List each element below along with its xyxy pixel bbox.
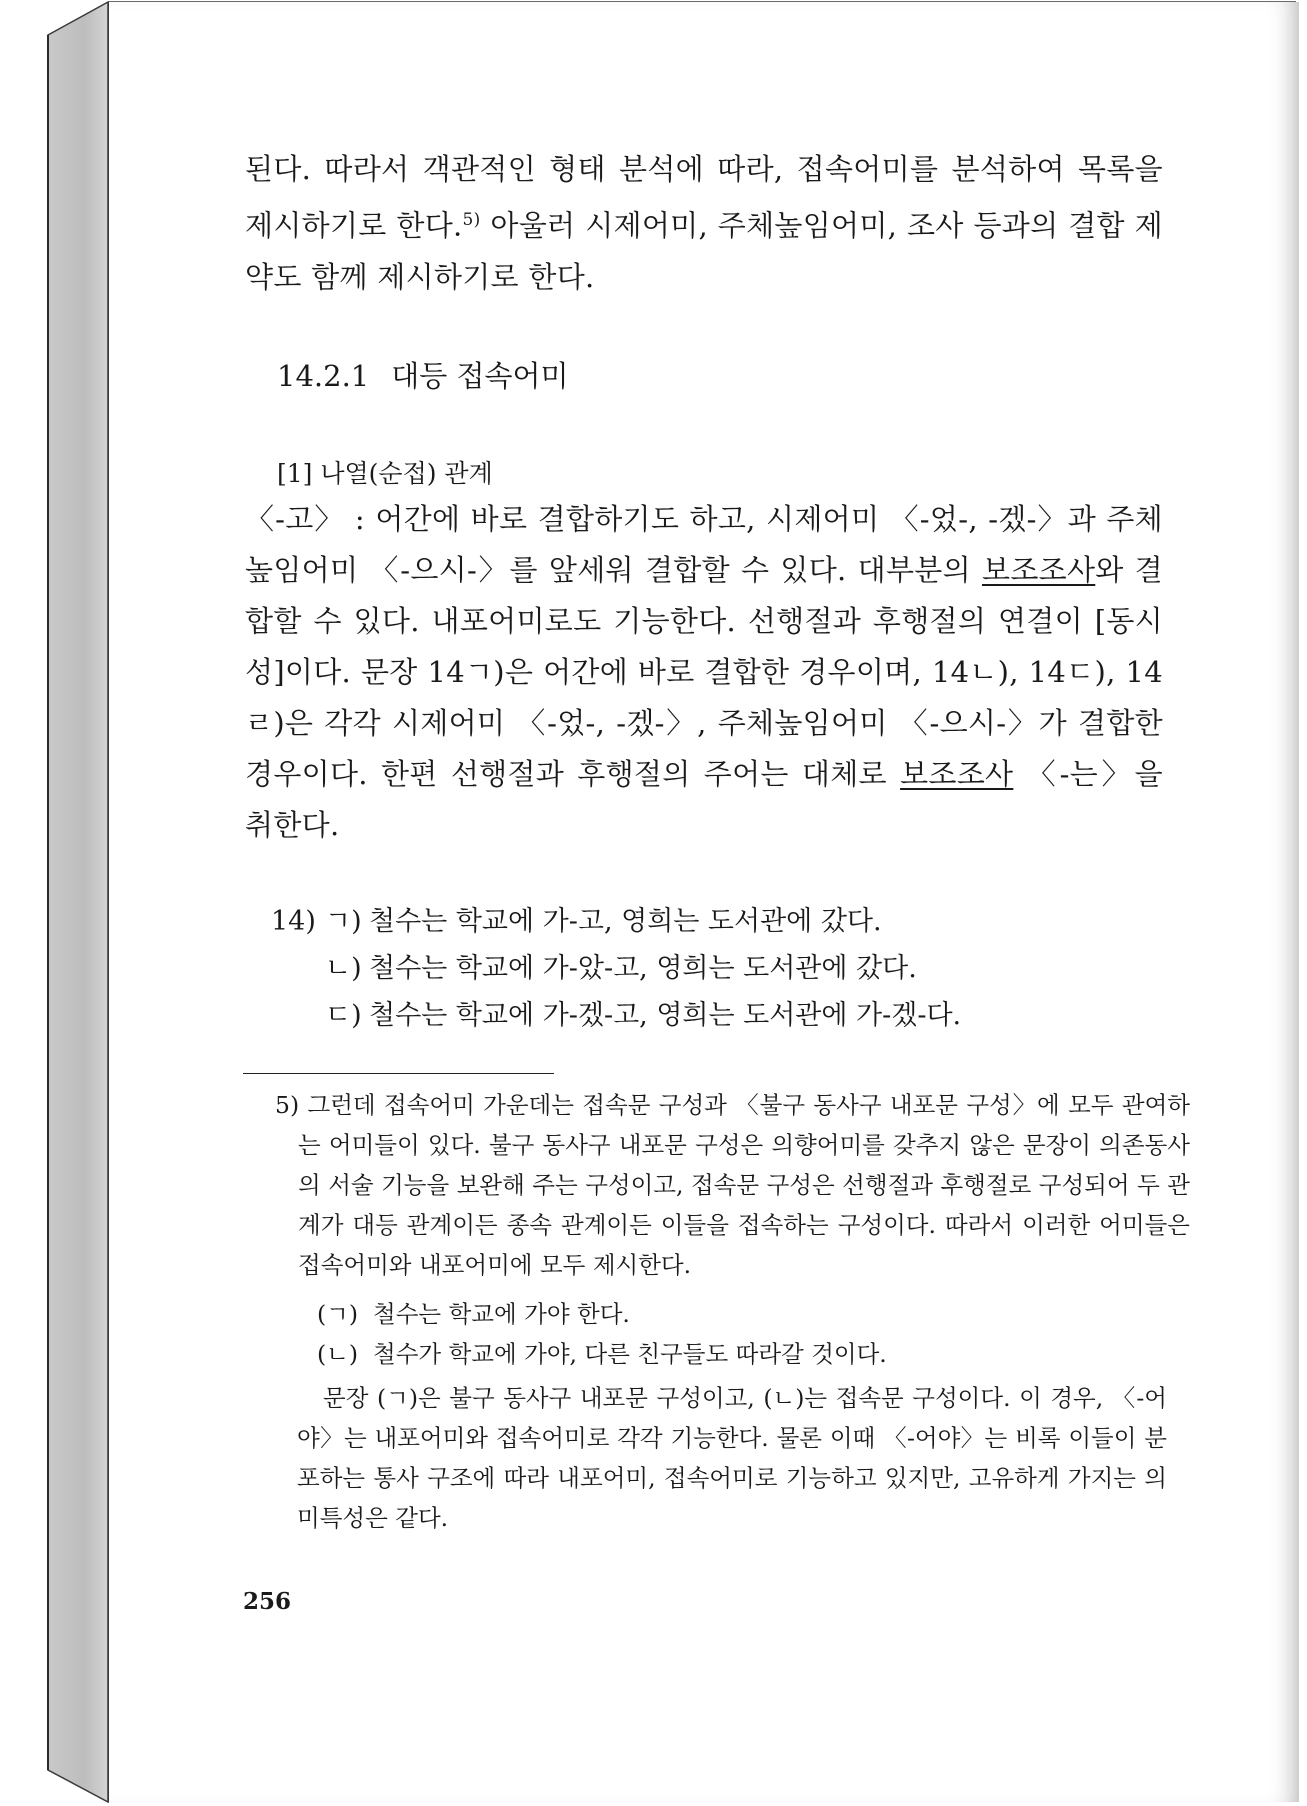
subsection-heading: [1] 나열(순접) 관계 <box>277 459 493 488</box>
footnote-text: 그런데 접속어미 가운데는 접속문 구성과 〈불구 동사구 내포문 구성〉에 모두 관여하는 어미들이 있다. 불구 동사구 내포문 구성은 의향어미를 갖추지 않은 문장이 의존동사의 서술 기능을 보완해 주는 구성이고, 접속문 구성은 선행절과 후행절로 구성되어 두 관계가 대등 관계이든 종속 관계이든 이들을 접속하는 구성이다. 따라서 이러한 어미들은 접속어미와 내포어미에 모두 제시한다. <box>298 1091 1190 1279</box>
example-item <box>271 898 1171 945</box>
intro-paragraph-text: 된다. 따라서 객관적인 형태 분석에 따라, 접속어미를 분석하여 목록을 제시하기로 한다. <box>245 152 1163 243</box>
section-heading <box>277 354 569 395</box>
intro-paragraph <box>245 144 1163 303</box>
example-item <box>271 992 1171 1039</box>
example-marker: ㄱ) <box>325 906 362 937</box>
footnote-marker: 5) <box>275 1091 300 1119</box>
footnote-example-list <box>317 1294 1167 1374</box>
footnote-example-text: 철수는 학교에 가야 한다. <box>373 1300 630 1328</box>
example-list <box>271 898 1171 1039</box>
underlined-term: 보조조사 <box>982 553 1096 587</box>
example-marker: ㄷ) <box>325 1000 362 1031</box>
footnote-reference-5: 5) <box>462 210 481 230</box>
section-number: 14.2.1 <box>277 359 370 393</box>
example-number: 14) <box>271 906 316 937</box>
main-paragraph-text: 〈-고〉 : 어간에 바로 결합하기도 하고, 시제어미 〈-었-, -겠-〉과 주체높임어미 〈-으시-〉를 앞세워 결합할 수 있다. 대부분의 <box>245 502 1163 587</box>
footnote-5 <box>275 1085 1190 1285</box>
footnote-example-marker: (ㄱ) <box>317 1300 359 1328</box>
section-title: 대등 접속어미 <box>391 359 569 393</box>
main-paragraph-text-mid: 와 결합할 수 있다. 내포어미로도 기능한다. 선행절과 후행절의 연결이 [동시성]이다. 문장 14ㄱ)은 어간에 바로 결합한 경우이며, 14ㄴ), 14ㄷ), 14ㄹ)은 각각 시제어미 〈-었-, -겠-〉, 주체높임어미 〈-으시-〉가 결합한 경우이다. 한편 선행절과 후행절의 주어는 대체로 <box>245 553 1163 791</box>
footnote-example-marker: (ㄴ) <box>317 1340 359 1368</box>
page-number: 256 <box>243 1588 292 1615</box>
footnote-example-text: 철수가 학교에 가야, 다른 친구들도 따라갈 것이다. <box>373 1340 887 1368</box>
intro-paragraph-text-rest: 아울러 시제어미, 주체높임어미, 조사 등과의 결합 제약도 함께 제시하기로 한다. <box>245 208 1163 294</box>
example-text: 철수는 학교에 가-고, 영희는 도서관에 갔다. <box>369 906 882 937</box>
footnote-example-item <box>317 1294 1167 1334</box>
example-text: 철수는 학교에 가-겠-고, 영희는 도서관에 가-겠-다. <box>369 1000 962 1031</box>
underlined-term: 보조조사 <box>900 757 1014 791</box>
example-marker: ㄴ) <box>325 953 362 984</box>
main-paragraph <box>245 494 1163 851</box>
book-page <box>108 2 1299 1802</box>
footnote-divider <box>243 1073 554 1074</box>
example-item <box>271 945 1171 992</box>
footnote-example-item <box>317 1334 1167 1374</box>
main-paragraph-text-end: 〈-는〉을 취한다. <box>245 757 1163 842</box>
example-text: 철수는 학교에 가-았-고, 영희는 도서관에 갔다. <box>369 953 917 984</box>
footnote-closing-paragraph: 문장 (ㄱ)은 불구 동사구 내포문 구성이고, (ㄴ)는 접속문 구성이다. 이 경우, 〈-어야〉는 내포어미와 접속어미로 각각 기능한다. 물론 이때 〈-어야〉는 비록 이들이 분포하는 통사 구조에 따라 내포어미, 접속어미로 기능하고 있지만, 고유하게 가지는 의미특성은 같다. <box>297 1384 1167 1532</box>
